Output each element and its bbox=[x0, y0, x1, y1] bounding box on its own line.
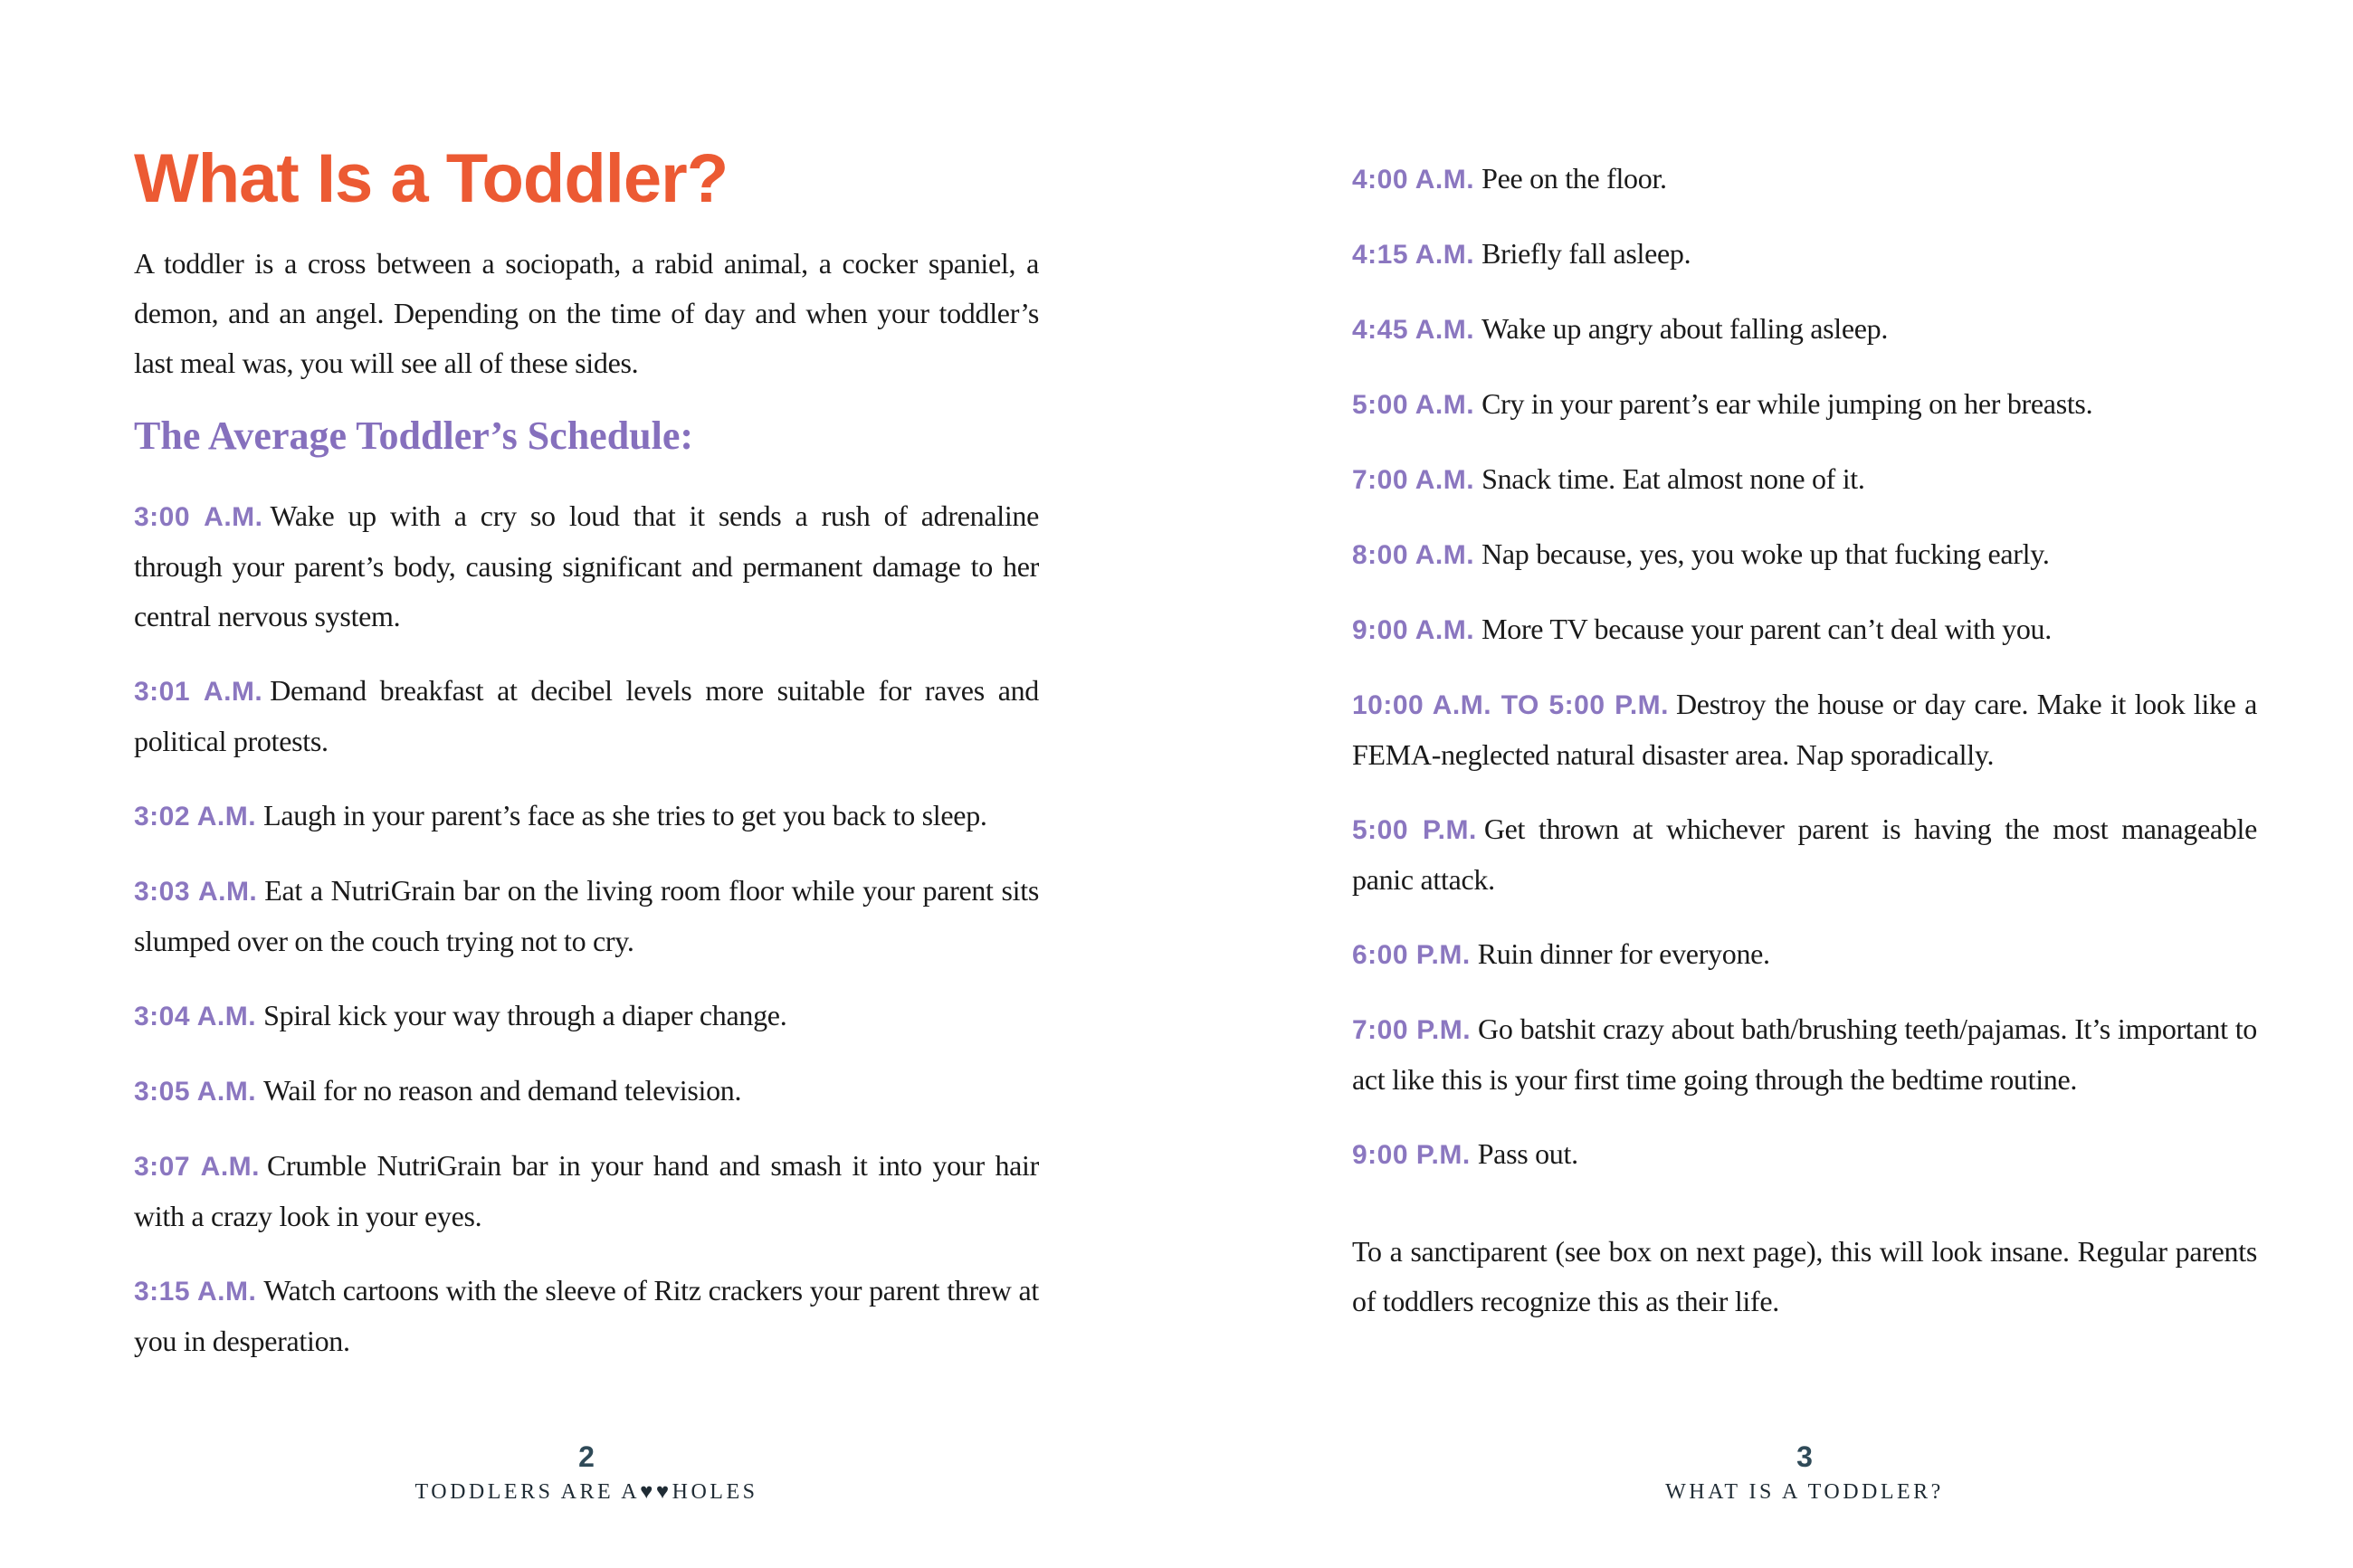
right-page bbox=[1352, 154, 2257, 1326]
entry-text: Watch cartoons with the sleeve of Ritz crackers your parent threw at you in desperation. bbox=[134, 1273, 1040, 1357]
entry-time: 3:07 A.M. bbox=[134, 1151, 260, 1182]
entry-text: Spiral kick your way through a diaper change. bbox=[263, 998, 787, 1031]
schedule-entry bbox=[1352, 604, 2257, 655]
entry-text: Briefly fall asleep. bbox=[1481, 237, 1691, 270]
footer-caption: WHAT IS A TODDLER? bbox=[1665, 1480, 1944, 1504]
schedule-entry bbox=[1352, 454, 2257, 505]
closing-paragraph: To a sanctiparent (see box on next page), this will look insane. Regular parents of toddlers recognize this as their life. bbox=[1352, 1235, 2257, 1317]
entry-text: Crumble NutriGrain bar in your hand and smash it into your hair with a crazy look in your eyes. bbox=[134, 1148, 1039, 1232]
schedule-entry bbox=[134, 666, 1039, 766]
entry-time: 6:00 P.M. bbox=[1352, 940, 1471, 970]
entry-text: Nap because, yes, you woke up that fucking early. bbox=[1481, 537, 2050, 570]
schedule-entry bbox=[134, 491, 1039, 641]
entry-text: Pee on the floor. bbox=[1481, 162, 1667, 195]
entry-time: 3:00 A.M. bbox=[134, 501, 263, 532]
chapter-title: What Is a Toddler? bbox=[134, 140, 729, 217]
entry-text: Get thrown at whichever parent is having the most manageable panic attack. bbox=[1352, 813, 2257, 896]
schedule-heading: The Average Toddler’s Schedule: bbox=[134, 413, 694, 458]
schedule-entry bbox=[134, 866, 1039, 966]
entry-time: 5:00 A.M. bbox=[1352, 390, 1475, 420]
entry-text: Ruin dinner for everyone. bbox=[1477, 937, 1770, 970]
page-number: 3 bbox=[1796, 1440, 1813, 1473]
entry-time: 9:00 A.M. bbox=[1352, 615, 1475, 645]
entry-time: 3:04 A.M. bbox=[134, 1001, 257, 1031]
schedule-entry bbox=[1352, 229, 2257, 280]
entry-time: 3:02 A.M. bbox=[134, 801, 257, 832]
entry-time: 9:00 P.M. bbox=[1352, 1140, 1471, 1170]
schedule-entry bbox=[1352, 304, 2257, 355]
left-page bbox=[134, 140, 1040, 1366]
schedule-entry bbox=[134, 1141, 1039, 1241]
schedule-entry bbox=[1352, 929, 2257, 980]
page-number: 2 bbox=[578, 1440, 595, 1473]
entry-time: 8:00 A.M. bbox=[1352, 540, 1475, 570]
entry-time: 3:05 A.M. bbox=[134, 1076, 257, 1107]
entry-time: 3:03 A.M. bbox=[134, 876, 258, 907]
entry-text: Wake up with a cry so loud that it sends a rush of adrenaline through your parent’s body, causing significant and permanent damage to her central nervous system. bbox=[134, 499, 1040, 632]
entry-time: 4:15 A.M. bbox=[1352, 240, 1475, 270]
schedule-entry bbox=[134, 991, 1039, 1041]
schedule-entry bbox=[1352, 1129, 2257, 1180]
page-footer bbox=[134, 1440, 1039, 1506]
schedule-entry bbox=[1352, 1004, 2257, 1105]
schedule-entry bbox=[1352, 379, 2257, 430]
entry-time: 7:00 A.M. bbox=[1352, 465, 1475, 495]
entry-time: 3:15 A.M. bbox=[134, 1276, 257, 1307]
entry-text: Destroy the house or day care. Make it look like a FEMA-neglected natural disaster area. Nap sporadically. bbox=[1352, 688, 2257, 771]
entry-text: Go batshit crazy about bath/brushing teeth/pajamas. It’s important to act like this is your first time going through the bedtime routine. bbox=[1352, 1012, 2257, 1096]
page-footer bbox=[1352, 1440, 2257, 1506]
entry-text: Demand breakfast at decibel levels more suitable for raves and political protests. bbox=[134, 673, 1039, 757]
entry-time: 3:01 A.M. bbox=[134, 676, 263, 707]
intro-paragraph: A toddler is a cross between a sociopath, a rabid animal, a cocker spaniel, a demon, and an angel. Depending on the time of day and when your toddler’s last meal was, you will see all of these sides. bbox=[134, 246, 1039, 379]
entry-text: Snack time. Eat almost none of it. bbox=[1481, 462, 1865, 495]
schedule-entry bbox=[1352, 804, 2257, 905]
entry-text: More TV because your parent can’t deal with you. bbox=[1481, 613, 2052, 645]
schedule-entry bbox=[134, 1266, 1039, 1366]
entry-text: Wail for no reason and demand television. bbox=[263, 1073, 742, 1107]
entry-time: 4:45 A.M. bbox=[1352, 315, 1475, 345]
schedule-entry bbox=[1352, 154, 2257, 204]
entry-time: 7:00 P.M. bbox=[1352, 1015, 1472, 1045]
entry-time: 10:00 A.M. TO 5:00 P.M. bbox=[1352, 690, 1669, 720]
entry-text: Laugh in your parent’s face as she tries to get you back to sleep. bbox=[263, 798, 987, 832]
schedule-entry bbox=[134, 1066, 1039, 1117]
entry-text: Cry in your parent’s ear while jumping on her breasts. bbox=[1481, 387, 2093, 420]
schedule-entry bbox=[134, 791, 1039, 841]
schedule-entry bbox=[1352, 679, 2257, 780]
footer-caption: TODDLERS ARE A♥♥HOLES bbox=[414, 1480, 758, 1504]
entry-time: 4:00 A.M. bbox=[1352, 165, 1475, 195]
schedule-entry bbox=[1352, 529, 2257, 580]
entry-text: Eat a NutriGrain bar on the living room floor while your parent sits slumped over on the couch trying not to cry. bbox=[134, 873, 1040, 957]
entry-text: Wake up angry about falling asleep. bbox=[1481, 312, 1889, 345]
entry-text: Pass out. bbox=[1477, 1137, 1578, 1170]
entry-time: 5:00 P.M. bbox=[1352, 815, 1477, 845]
